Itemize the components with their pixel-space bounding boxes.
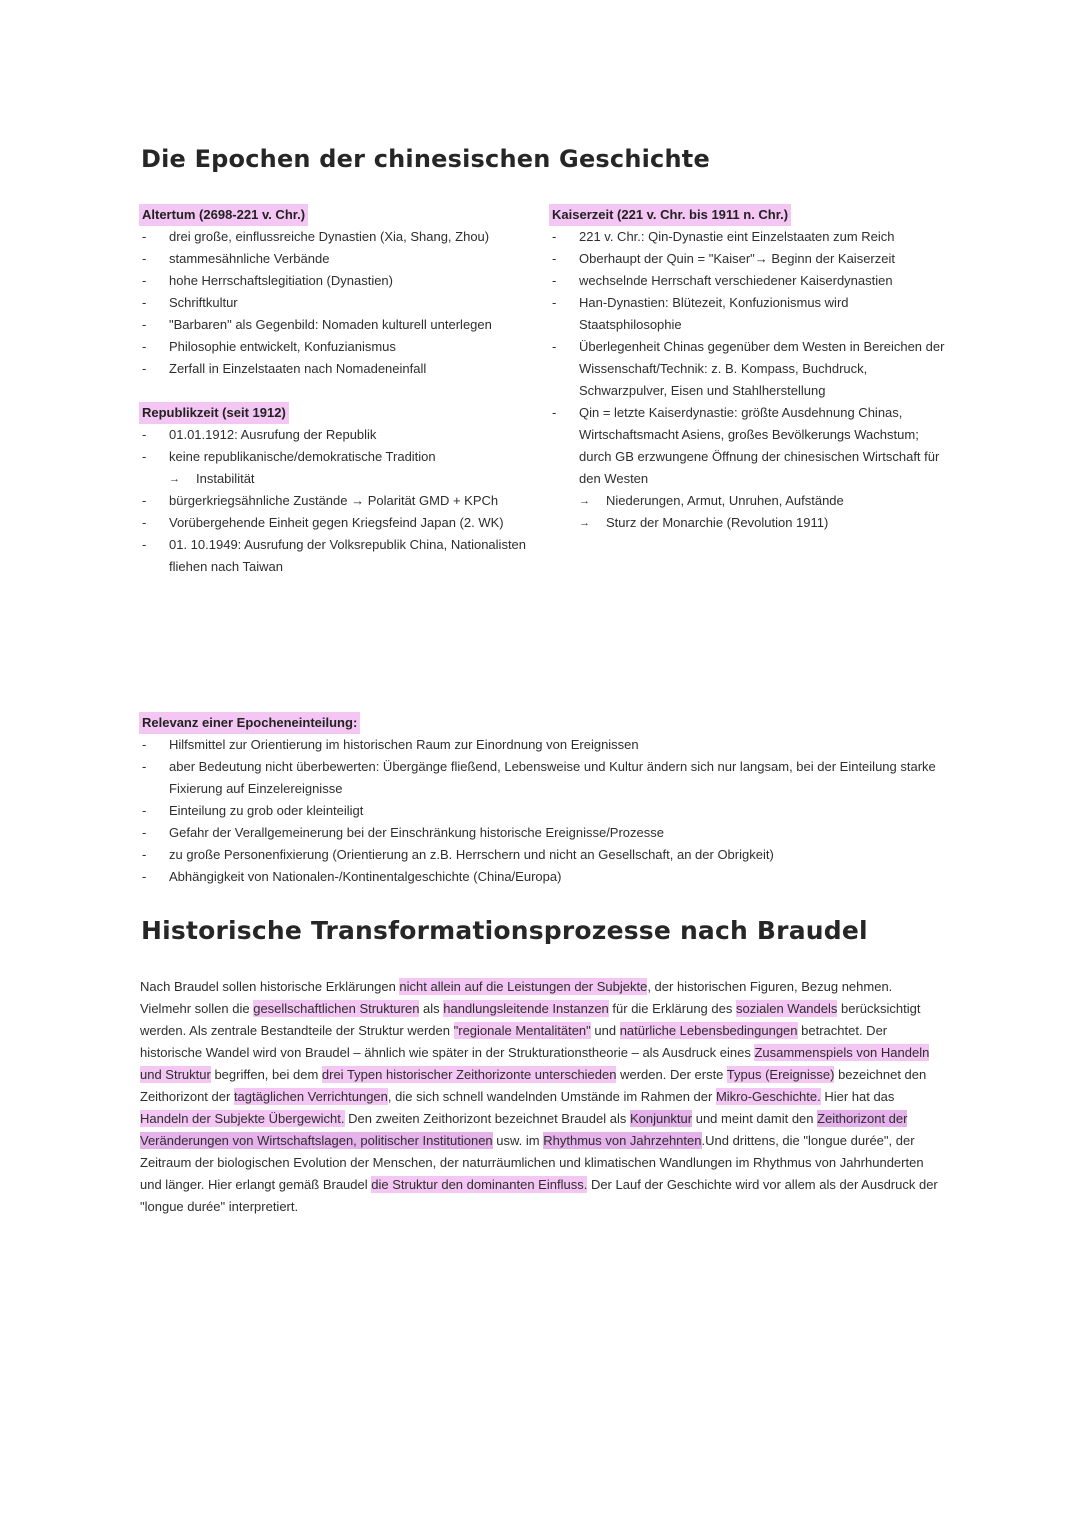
relevanz-heading: Relevanz einer Epocheneinteilung:: [139, 712, 360, 734]
list-item: - Überlegenheit Chinas gegenüber dem Westen in Bereichen der Wissenschaft/Technik: z. B. Kompass, Buchdruck, Schwarzpulver, Eisen und Stahlherstellung: [549, 336, 949, 402]
list-item: - aber Bedeutung nicht überbewerten: Übergänge fließend, Lebensweise und Kultur ändern sich nur langsam, bei der Einteilung starke Fixierung auf Einzelereignisse: [139, 756, 949, 800]
highlight: Zeithorizont der Veränderungen von Wirtschaftslagen, politischer Institutionen: [140, 1111, 908, 1148]
text-run: Hier hat das: [820, 1089, 895, 1104]
highlight: Zusammenspiels von Handeln und Struktur: [140, 1045, 930, 1082]
kaiser-list: [549, 226, 949, 534]
list-item: - wechselnde Herrschaft verschiedener Kaiserdynastien: [549, 270, 949, 292]
list-item: - Schriftkultur: [139, 292, 539, 314]
highlight: sozialen Wandels: [735, 1001, 838, 1016]
list-item: - Philosophie entwickelt, Konfuzianismus: [139, 336, 539, 358]
left-column: [139, 204, 539, 578]
altertum-heading: Altertum (2698-221 v. Chr.): [139, 204, 308, 226]
list-item: - Qin = letzte Kaiserdynastie: größte Ausdehnung Chinas, Wirtschaftsmacht Asiens, großes Bevölkerungs Wachstum; durch GB erzwungene Öffnung der chinesischen Wirtschaft für den Westen: [549, 402, 949, 490]
list-item-arrow: → Niederungen, Armut, Unruhen, Aufstände: [549, 490, 949, 512]
text-run: und meint damit den: [692, 1111, 818, 1126]
text-run: bezeichnet den Zeithorizont der: [140, 1067, 927, 1104]
kaiser-heading: Kaiserzeit (221 v. Chr. bis 1911 n. Chr.): [549, 204, 791, 226]
highlight: natürliche Lebensbedingungen: [619, 1023, 798, 1038]
highlight: drei Typen historischer Zeithorizonte unterschieden: [321, 1067, 617, 1082]
list-item-arrow: → Sturz der Monarchie (Revolution 1911): [549, 512, 949, 534]
list-item: - Einteilung zu grob oder kleinteiligt: [139, 800, 949, 822]
highlight: "regionale Mentalitäten": [453, 1023, 591, 1038]
list-item: - Oberhaupt der Quin = "Kaiser"→ Beginn der Kaiserzeit: [549, 248, 949, 270]
list-item-arrow: → Instabilität: [139, 468, 539, 490]
text-run: , der historischen Figuren, Bezug nehmen. Vielmehr sollen die: [140, 979, 893, 1016]
braudel-paragraph: [140, 976, 940, 1218]
text-run: berücksichtigt werden. Als zentrale Bestandteile der Struktur werden: [140, 1001, 921, 1038]
text-run: usw. im: [492, 1133, 544, 1148]
highlight: Typus (Ereignisse): [726, 1067, 835, 1082]
highlight: Rhythmus von Jahrzehnten: [543, 1133, 702, 1148]
list-item: - 221 v. Chr.: Qin-Dynastie eint Einzelstaaten zum Reich: [549, 226, 949, 248]
page-title: Die Epochen der chinesischen Geschichte: [141, 145, 710, 173]
text-run: Nach Braudel sollen historische Erklärungen: [140, 979, 400, 994]
highlight: nicht allein auf die Leistungen der Subjekte: [399, 979, 648, 994]
republik-heading: Republikzeit (seit 1912): [139, 402, 289, 424]
list-item: - bürgerkriegsähnliche Zustände → Polarität GMD + KPCh: [139, 490, 539, 512]
list-item: - Han-Dynastien: Blütezeit, Konfuzionismus wird Staatsphilosophie: [549, 292, 949, 336]
list-item: - 01. 10.1949: Ausrufung der Volksrepublik China, Nationalisten fliehen nach Taiwan: [139, 534, 539, 578]
section-title-braudel: Historische Transformationsprozesse nach Braudel: [141, 916, 868, 945]
right-column: [549, 204, 949, 534]
text-run: werden. Der erste: [616, 1067, 727, 1082]
text-run: , die sich schnell wandelnden Umstände im Rahmen der: [387, 1089, 716, 1104]
republik-list: [139, 424, 539, 578]
list-item: - Vorübergehende Einheit gegen Kriegsfeind Japan (2. WK): [139, 512, 539, 534]
highlight: tagtäglichen Verrichtungen: [233, 1089, 388, 1104]
highlight: die Struktur den dominanten Einfluss.: [371, 1177, 588, 1192]
list-item: - hohe Herrschaftslegitiation (Dynastien): [139, 270, 539, 292]
list-item: - "Barbaren" als Gegenbild: Nomaden kulturell unterlegen: [139, 314, 539, 336]
list-item: - Abhängigkeit von Nationalen-/Kontinentalgeschichte (China/Europa): [139, 866, 949, 888]
list-item: - 01.01.1912: Ausrufung der Republik: [139, 424, 539, 446]
list-item: - stammesähnliche Verbände: [139, 248, 539, 270]
list-item: - zu große Personenfixierung (Orientierung an z.B. Herrschern und nicht an Gesellschaft, an der Obrigkeit): [139, 844, 949, 866]
text-run: für die Erklärung des: [608, 1001, 736, 1016]
text-run: begriffen, bei dem: [210, 1067, 322, 1082]
relevanz-list: [139, 734, 949, 888]
highlight: Handeln der Subjekte Übergewicht.: [140, 1111, 345, 1126]
highlight: Konjunktur: [629, 1111, 693, 1126]
list-item: - drei große, einflussreiche Dynastien (Xia, Shang, Zhou): [139, 226, 539, 248]
text-run: als: [419, 1001, 444, 1016]
relevanz-section: [139, 712, 949, 888]
text-run: und: [590, 1023, 620, 1038]
altertum-list: [139, 226, 539, 380]
text-run: Der Lauf der Geschichte wird vor allem als der Ausdruck der "longue durée" interpretiert.: [140, 1177, 938, 1214]
list-item: - keine republikanische/demokratische Tradition: [139, 446, 539, 468]
highlight: gesellschaftlichen Strukturen: [253, 1001, 420, 1016]
highlight: Mikro-Geschichte.: [715, 1089, 821, 1104]
list-item: - Zerfall in Einzelstaaten nach Nomadeneinfall: [139, 358, 539, 380]
list-item: - Gefahr der Verallgemeinerung bei der Einschränkung historische Ereignisse/Prozesse: [139, 822, 949, 844]
list-item: - Hilfsmittel zur Orientierung im historischen Raum zur Einordnung von Ereignissen: [139, 734, 949, 756]
text-run: betrachtet. Der historische Wandel wird von Braudel – ähnlich wie später in der Strukturationstheorie – als Ausdruck eines: [140, 1023, 888, 1060]
text-run: .Und drittens, die "longue durée", der Zeitraum der biologischen Evolution der Menschen, der naturräumlichen und klimatischen Wandlungen im Rhythmus von Jahrhunderten und länger. Hier erlangt gemäß Braudel: [140, 1133, 924, 1192]
highlight: handlungsleitende Instanzen: [443, 1001, 609, 1016]
text-run: Den zweiten Zeithorizont bezeichnet Braudel als: [344, 1111, 630, 1126]
